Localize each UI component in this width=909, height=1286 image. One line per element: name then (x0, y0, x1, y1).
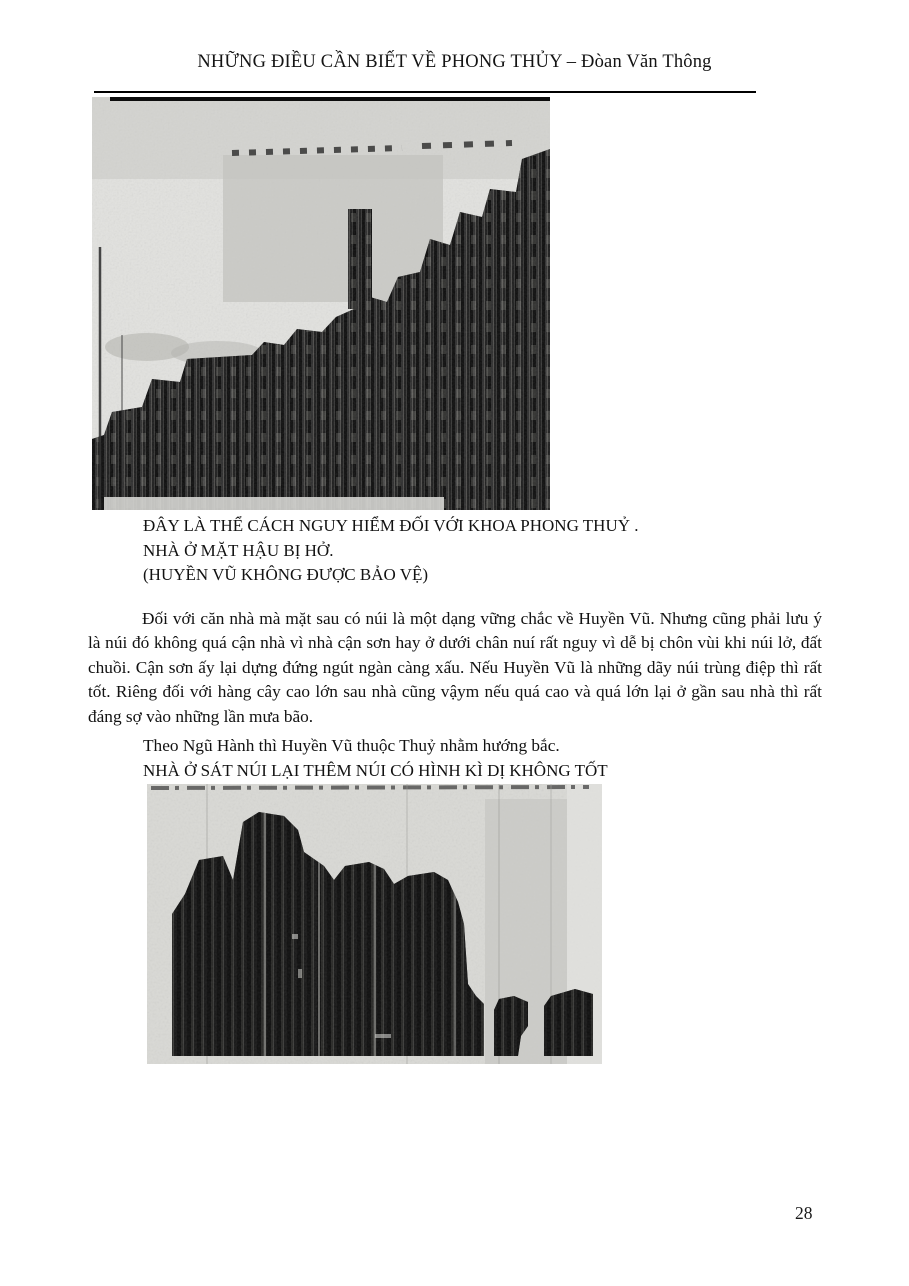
caption-line: ĐÂY LÀ THỂ CÁCH NGUY HIỂM ĐỐI VỚI KHOA PHONG THUỶ . (143, 516, 639, 535)
mountain-silhouette-photo (147, 784, 602, 1064)
ngu-hanh-line: Theo Ngũ Hành thì Huyền Vũ thuộc Thuỷ nhằm hướng bắc. (143, 736, 560, 755)
body-paragraph: Đối với căn nhà mà mặt sau có núi là một dạng vững chắc về Huyền Vũ. Nhưng cũng phải lưu ý là núi đó không quá cận nhà vì nhà cận sơn hay ở dưới chân nuí rất nguy vì dễ bị chôn vùi khi núi lở, đất chuồi. Cận sơn ấy lại dựng đứng ngút ngàn càng xấu. Nếu Huyền Vũ là những dãy núi trùng điệp thì rất tốt. Riêng đối với hàng cây cao lớn sau nhà cũng vậym nếu quá cao và quá lớn lại ở gần sau nhà thì rất đáng sợ vào những lần mưa bão. (88, 609, 822, 726)
caption-line: (HUYỀN VŨ KHÔNG ĐƯỢC BẢO VỆ) (143, 565, 429, 585)
section-heading: NHÀ Ở SÁT NÚI LẠI THÊM NÚI CÓ HÌNH KÌ DỊ KHÔNG TỐT (143, 761, 608, 780)
caption-line: NHÀ Ở MẶT HẬU BỊ HỞ. (143, 540, 334, 560)
figure1-caption (143, 514, 639, 588)
page-number: 28 (795, 1203, 813, 1223)
header-rule (94, 91, 756, 93)
page-header-title: NHỮNG ĐIỀU CẦN BIẾT VỀ PHONG THỦY – Đòan Văn Thông (197, 52, 712, 72)
row-houses-photo (92, 97, 550, 510)
